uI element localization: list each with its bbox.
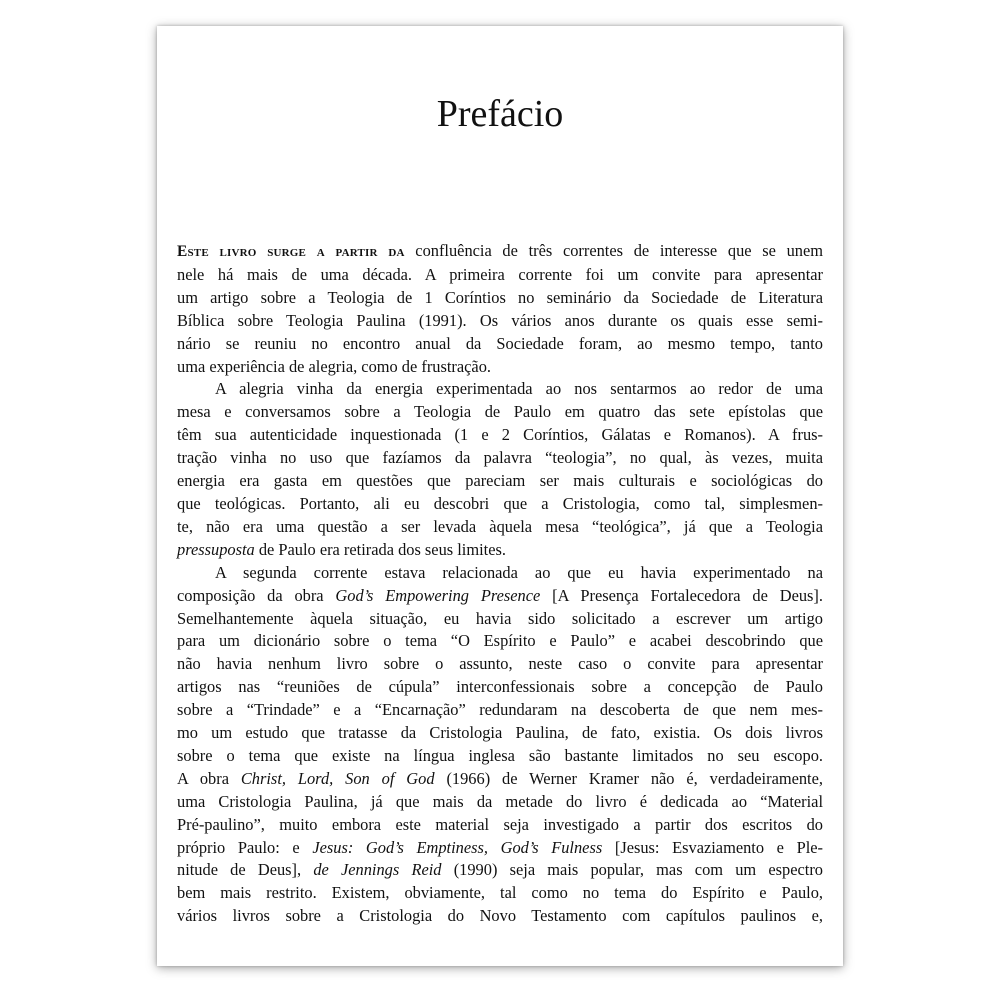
text-segment: nário se reuniu no encontro anual da Sociedade foram, ao mesmo tempo, tanto: [177, 333, 823, 353]
text-segment: confluência de três correntes de interesse que se unem: [404, 241, 823, 260]
text-segment: que teológicas. Portanto, ali eu descobri que a Cristologia, como tal, simplesmen-: [177, 493, 823, 513]
text-line: [177, 722, 823, 745]
book-page: [157, 26, 843, 966]
text-line: [177, 447, 823, 470]
text-line: [177, 356, 823, 379]
text-segment: Semelhantemente àquela situação, eu havia sido solicitado a escrever um artigo: [177, 608, 823, 628]
text-line: [177, 653, 823, 676]
text-segment: [A Presença Fortalecedora de Deus].: [540, 585, 823, 605]
text-segment: A obra: [177, 768, 241, 788]
text-line: [177, 768, 823, 791]
text-segment: (1990) seja mais popular, mas com um espectro: [441, 860, 823, 880]
text-segment: sobre a “Trindade” e a “Encarnação” redundaram na descoberta de que nem mes-: [177, 700, 823, 720]
text-line: [177, 310, 823, 333]
text-segment: energia era gasta em questões que pareciam ser mais culturais e sociológicas do: [177, 471, 823, 491]
text-line: [177, 905, 823, 928]
text-segment: tração vinha no uso que fazíamos da palavra “teologia”, no qual, às vezes, muita: [177, 448, 823, 468]
text-line: [177, 516, 823, 539]
text-line: [177, 378, 823, 401]
text-segment: Pré-paulino”, muito embora este material seja investigado a partir dos escritos do: [177, 814, 823, 834]
italic-title: pressuposta: [177, 539, 255, 559]
text-line: [177, 745, 823, 768]
text-line: [177, 424, 823, 447]
text-segment: artigos nas “reuniões de cúpula” interconfessionais sobre a concepção de Paulo: [177, 677, 823, 697]
text-line: [177, 333, 823, 356]
text-segment: próprio Paulo: e: [177, 837, 313, 857]
page-title: Prefácio: [436, 93, 564, 135]
text-segment: uma experiência de alegria, como de frustração.: [177, 356, 491, 376]
text-line: [177, 470, 823, 493]
text-segment: para um dicionário sobre o tema “O Espírito e Paulo” e acabei descobrindo que: [177, 631, 823, 651]
text-segment: uma Cristologia Paulina, já que mais da metade do livro é dedicada ao “Material: [177, 791, 823, 811]
text-line: [177, 676, 823, 699]
text-segment: nele há mais de uma década. A primeira corrente foi um convite para apresentar: [177, 264, 823, 284]
text-line: [177, 630, 823, 653]
preface-body: [177, 240, 823, 928]
italic-title: God’s Empowering Presence: [335, 585, 541, 605]
text-line: [177, 859, 823, 882]
text-line: [177, 493, 823, 516]
text-segment: bem mais restrito. Existem, obviamente, tal como no tema do Espírito e Paulo,: [177, 883, 823, 903]
text-line: [177, 240, 823, 264]
text-line: [177, 264, 823, 287]
text-segment: vários livros sobre a Cristologia do Novo Testamento com capítulos paulinos e,: [177, 906, 823, 926]
text-segment: sobre o tema que existe na língua inglesa são bastante limitados no seu escopo.: [177, 745, 823, 765]
text-line: [177, 699, 823, 722]
text-segment: nitude de Deus],: [177, 860, 314, 880]
text-segment: de Paulo era retirada dos seus limites.: [254, 539, 506, 559]
text-segment: mesa e conversamos sobre a Teologia de Paulo em quatro das sete epístolas que: [177, 402, 823, 422]
text-segment: A alegria vinha da energia experimentada ao nos sentarmos ao redor de uma: [215, 379, 823, 399]
text-line: [177, 585, 823, 608]
text-segment: te, não era uma questão a ser levada àquela mesa “teológica”, já que a Teologia: [177, 516, 823, 536]
text-segment: A segunda corrente estava relacionada ao que eu havia experimentado na: [215, 562, 823, 582]
text-segment: [Jesus: Esvaziamento e Ple-: [602, 837, 823, 857]
text-segment: têm sua autenticidade inquestionada (1 e 2 Coríntios, Gálatas e Romanos). A frus-: [177, 425, 823, 445]
text-segment: um artigo sobre a Teologia de 1 Coríntios no seminário da Sociedade de Literatura: [177, 287, 823, 307]
text-line: [177, 882, 823, 905]
italic-title: Jesus: God’s Emptiness, God’s Fulness: [312, 837, 603, 857]
text-segment: não havia nenhum livro sobre o assunto, neste caso o convite para apresentar: [177, 654, 823, 674]
italic-title: Christ, Lord, Son of God: [240, 768, 435, 788]
text-segment: mo um estudo que tratasse da Cristologia Paulina, de fato, existia. Os dois livros: [177, 723, 823, 743]
text-line: [177, 608, 823, 631]
opening-small-caps: Este livro surge a partir da: [177, 243, 405, 260]
text-segment: composição da obra: [177, 585, 336, 605]
text-line: [177, 837, 823, 860]
text-line: [177, 814, 823, 837]
text-line: [177, 539, 823, 562]
text-line: [177, 401, 823, 424]
text-segment: Bíblica sobre Teologia Paulina (1991). Os vários anos durante os quais esse semi-: [177, 310, 823, 330]
text-line: [177, 562, 823, 585]
text-line: [177, 287, 823, 310]
italic-title: de Jennings Reid: [313, 860, 442, 880]
text-segment: (1966) de Werner Kramer não é, verdadeiramente,: [434, 768, 823, 788]
text-line: [177, 791, 823, 814]
